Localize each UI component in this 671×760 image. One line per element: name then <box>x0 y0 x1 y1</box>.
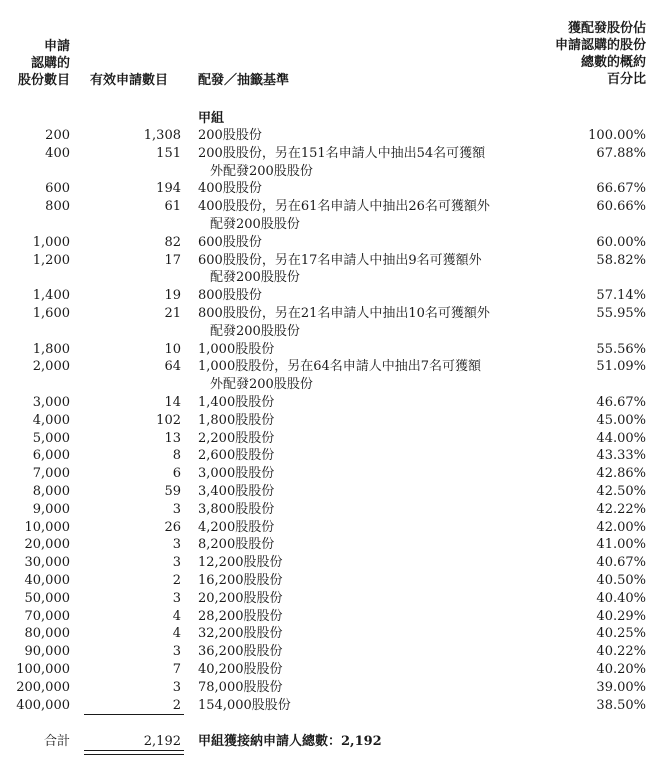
table-row <box>0 234 671 252</box>
table-row <box>0 127 671 145</box>
percentage-cell: 40.20% <box>596 661 646 677</box>
total-double-rule <box>84 750 184 755</box>
basis-cell <box>198 590 528 608</box>
group-label: 甲組 <box>198 111 225 126</box>
percentage-cell: 42.00% <box>596 519 646 535</box>
header-percentage-line: 百分比 <box>606 72 646 87</box>
valid-applications-cell: 26 <box>164 519 181 535</box>
valid-applications-cell: 19 <box>164 288 181 304</box>
shares-applied-cell: 10,000 <box>24 519 70 535</box>
valid-applications-cell: 3 <box>172 555 181 571</box>
basis-cell <box>198 358 528 394</box>
percentage-cell: 55.56% <box>596 341 646 357</box>
percentage-cell: 66.67% <box>596 181 646 197</box>
basis-cell <box>198 643 528 661</box>
shares-applied-cell: 70,000 <box>24 608 70 624</box>
table-row <box>0 430 671 448</box>
percentage-cell: 51.09% <box>596 359 646 375</box>
shares-applied-cell: 2,000 <box>32 359 70 375</box>
shares-applied-cell: 600 <box>45 181 70 197</box>
valid-applications-cell: 82 <box>164 234 181 250</box>
table-row <box>0 465 671 483</box>
percentage-cell: 40.40% <box>596 590 646 606</box>
basis-line: 12,200股股份 <box>198 555 283 571</box>
table-row <box>0 590 671 608</box>
percentage-cell: 40.22% <box>596 644 646 660</box>
valid-applications-cell: 4 <box>172 626 181 642</box>
basis-cell <box>198 697 528 715</box>
percentage-cell: 44.00% <box>596 430 646 446</box>
percentage-cell: 41.00% <box>596 537 646 553</box>
basis-cell <box>198 394 528 412</box>
valid-applications-cell: 7 <box>172 661 181 677</box>
valid-applications-cell: 10 <box>164 341 181 357</box>
shares-applied-cell: 3,000 <box>32 394 70 410</box>
percentage-cell: 57.14% <box>596 288 646 304</box>
percentage-cell: 46.67% <box>596 394 646 410</box>
header-basis-of-allotment: 配發／抽籤基準 <box>198 73 290 88</box>
basis-cell <box>198 234 528 252</box>
basis-cell <box>198 519 528 537</box>
table-row <box>0 252 671 288</box>
shares-applied-cell: 8,000 <box>32 483 70 499</box>
valid-applications-cell: 64 <box>164 359 181 375</box>
valid-applications-cell: 61 <box>164 199 181 215</box>
header-percentage-line: 獲配發股份佔 <box>567 21 646 36</box>
percentage-cell: 43.33% <box>596 448 646 464</box>
shares-applied-cell: 30,000 <box>24 555 70 571</box>
valid-applications-cell: 14 <box>164 394 181 410</box>
basis-line: 外配發200股股份 <box>210 377 313 393</box>
table-row <box>0 679 671 697</box>
percentage-cell: 38.50% <box>596 697 646 713</box>
table-row <box>0 554 671 572</box>
basis-line: 2,600股股份 <box>198 448 275 464</box>
basis-line: 200股股份 <box>198 128 262 143</box>
basis-line: 40,200股股份 <box>198 661 283 677</box>
basis-cell <box>198 625 528 643</box>
valid-applications-cell: 21 <box>164 305 181 321</box>
shares-applied-cell: 100,000 <box>16 661 70 677</box>
shares-applied-cell: 1,400 <box>32 288 70 304</box>
percentage-cell: 60.00% <box>596 234 646 250</box>
table-row <box>0 697 671 715</box>
shares-applied-cell: 80,000 <box>24 626 70 642</box>
total-successful-applicants: 甲組獲接納申請人總數：2,192 <box>198 734 382 749</box>
basis-cell <box>198 536 528 554</box>
valid-applications-cell: 3 <box>172 679 181 695</box>
shares-applied-cell: 200,000 <box>16 679 70 695</box>
percentage-cell: 39.00% <box>596 679 646 695</box>
shares-applied-cell: 7,000 <box>32 466 70 482</box>
header-percentage-line: 申請認購的股份 <box>554 38 646 53</box>
shares-applied-cell: 1,000 <box>32 234 70 250</box>
valid-applications-cell: 8 <box>172 448 181 464</box>
basis-cell <box>198 447 528 465</box>
basis-line: 154,000股股份 <box>198 697 291 713</box>
percentage-cell: 40.29% <box>596 608 646 624</box>
basis-cell <box>198 608 528 626</box>
shares-applied-cell: 20,000 <box>24 537 70 553</box>
header-shares-applied <box>6 38 70 89</box>
basis-cell <box>198 501 528 519</box>
basis-cell <box>198 145 528 181</box>
basis-line: 1,800股股份 <box>198 412 275 428</box>
valid-applications-cell: 59 <box>164 483 181 499</box>
shares-applied-cell: 1,800 <box>32 341 70 357</box>
percentage-cell: 67.88% <box>596 145 646 161</box>
header-approximate-percentage <box>555 20 646 88</box>
table-row <box>0 341 671 359</box>
shares-applied-cell: 1,200 <box>32 252 70 268</box>
valid-applications-cell: 13 <box>164 430 181 446</box>
table-row <box>0 447 671 465</box>
percentage-cell: 42.50% <box>596 483 646 499</box>
basis-line: 400股股份 <box>198 181 262 197</box>
basis-cell <box>198 679 528 697</box>
valid-applications-cell: 4 <box>172 608 181 624</box>
basis-line: 200股股份，另在151名申請人中抽出54名可獲額 <box>198 145 486 161</box>
percentage-cell: 42.22% <box>596 501 646 517</box>
basis-line: 400股股份，另在61名申請人中抽出26名可獲額外 <box>198 199 490 215</box>
table-row <box>0 305 671 341</box>
table-row <box>0 572 671 590</box>
header-valid-applications: 有效申請數目 <box>90 73 169 88</box>
percentage-cell: 55.95% <box>596 305 646 321</box>
basis-cell <box>198 554 528 572</box>
basis-cell <box>198 341 528 359</box>
basis-line: 3,800股股份 <box>198 501 275 517</box>
basis-cell <box>198 198 528 234</box>
table-row <box>0 661 671 679</box>
basis-cell <box>198 412 528 430</box>
basis-cell <box>198 661 528 679</box>
basis-line: 配發200股股份 <box>210 216 300 232</box>
basis-cell <box>198 127 528 145</box>
header-shares-applied-line: 認購的 <box>30 56 70 71</box>
table-row <box>0 643 671 661</box>
basis-line: 1,000股股份，另在64名申請人中抽出7名可獲額 <box>198 359 482 375</box>
basis-cell <box>198 252 528 288</box>
shares-applied-cell: 800 <box>45 199 70 215</box>
table-row <box>0 287 671 305</box>
basis-line: 78,000股股份 <box>198 679 283 695</box>
basis-line: 16,200股股份 <box>198 572 283 588</box>
valid-applications-cell: 3 <box>172 537 181 553</box>
percentage-cell: 40.50% <box>596 572 646 588</box>
table-row <box>0 180 671 198</box>
basis-line: 8,200股股份 <box>198 537 275 553</box>
header-shares-applied-line: 股份數目 <box>17 73 70 88</box>
basis-cell <box>198 305 528 341</box>
table-row <box>0 412 671 430</box>
valid-applications-cell: 2 <box>172 697 181 713</box>
basis-cell <box>198 180 528 198</box>
percentage-cell: 42.86% <box>596 466 646 482</box>
percentage-cell: 40.25% <box>596 626 646 642</box>
percentage-cell: 40.67% <box>596 555 646 571</box>
table-row <box>0 501 671 519</box>
percentage-cell: 60.66% <box>596 199 646 215</box>
table-row <box>0 608 671 626</box>
percentage-cell: 58.82% <box>596 252 646 268</box>
basis-line: 1,000股股份 <box>198 341 275 357</box>
shares-applied-cell: 40,000 <box>24 572 70 588</box>
basis-line: 600股股份，另在17名申請人中抽出9名可獲額外 <box>198 252 482 268</box>
shares-applied-cell: 1,600 <box>32 305 70 321</box>
header-percentage-line: 總數的概約 <box>580 55 646 70</box>
basis-line: 800股股份 <box>198 288 262 304</box>
basis-line: 1,400股股份 <box>198 394 275 410</box>
basis-cell <box>198 483 528 501</box>
basis-cell <box>198 430 528 448</box>
shares-applied-cell: 400,000 <box>16 697 70 713</box>
valid-applications-cell: 2 <box>172 572 181 588</box>
shares-applied-cell: 50,000 <box>24 590 70 606</box>
percentage-cell: 100.00% <box>588 128 646 143</box>
basis-line: 36,200股股份 <box>198 644 283 660</box>
basis-line: 600股股份 <box>198 234 262 250</box>
basis-cell <box>198 287 528 305</box>
allotment-table <box>0 127 671 714</box>
shares-applied-cell: 4,000 <box>32 412 70 428</box>
percentage-cell: 45.00% <box>596 412 646 428</box>
basis-line: 外配發200股股份 <box>210 163 313 179</box>
shares-applied-cell: 90,000 <box>24 644 70 660</box>
basis-line: 800股股份，另在21名申請人中抽出10名可獲額外 <box>198 305 490 321</box>
total-label: 合計 <box>43 734 70 749</box>
valid-applications-cell: 151 <box>156 145 181 161</box>
valid-applications-cell: 3 <box>172 644 181 660</box>
valid-applications-cell: 17 <box>164 252 181 268</box>
valid-applications-cell: 6 <box>172 466 181 482</box>
valid-applications-cell: 3 <box>172 590 181 606</box>
table-row <box>0 145 671 181</box>
table-row <box>0 198 671 234</box>
total-value: 2,192 <box>143 734 181 749</box>
valid-applications-cell: 194 <box>156 181 181 197</box>
basis-cell <box>198 465 528 483</box>
basis-line: 配發200股股份 <box>210 323 300 339</box>
shares-applied-cell: 5,000 <box>32 430 70 446</box>
table-row <box>0 358 671 394</box>
subtotal-rule <box>84 714 184 715</box>
table-row <box>0 625 671 643</box>
basis-cell <box>198 572 528 590</box>
basis-line: 3,000股股份 <box>198 466 275 482</box>
shares-applied-cell: 9,000 <box>32 501 70 517</box>
header-shares-applied-line: 申請 <box>43 39 70 54</box>
valid-applications-cell: 102 <box>156 412 181 428</box>
basis-line: 20,200股股份 <box>198 590 283 606</box>
table-row <box>0 519 671 537</box>
shares-applied-cell: 400 <box>45 145 70 161</box>
basis-line: 配發200股股份 <box>210 270 300 286</box>
table-row <box>0 536 671 554</box>
valid-applications-cell: 3 <box>172 501 181 517</box>
valid-applications-cell: 1,308 <box>143 128 181 143</box>
table-row <box>0 394 671 412</box>
basis-line: 4,200股股份 <box>198 519 275 535</box>
basis-line: 28,200股股份 <box>198 608 283 624</box>
shares-applied-cell: 200 <box>45 128 70 143</box>
basis-line: 32,200股股份 <box>198 626 283 642</box>
basis-line: 3,400股股份 <box>198 483 275 499</box>
shares-applied-cell: 6,000 <box>32 448 70 464</box>
table-row <box>0 483 671 501</box>
basis-line: 2,200股股份 <box>198 430 275 446</box>
